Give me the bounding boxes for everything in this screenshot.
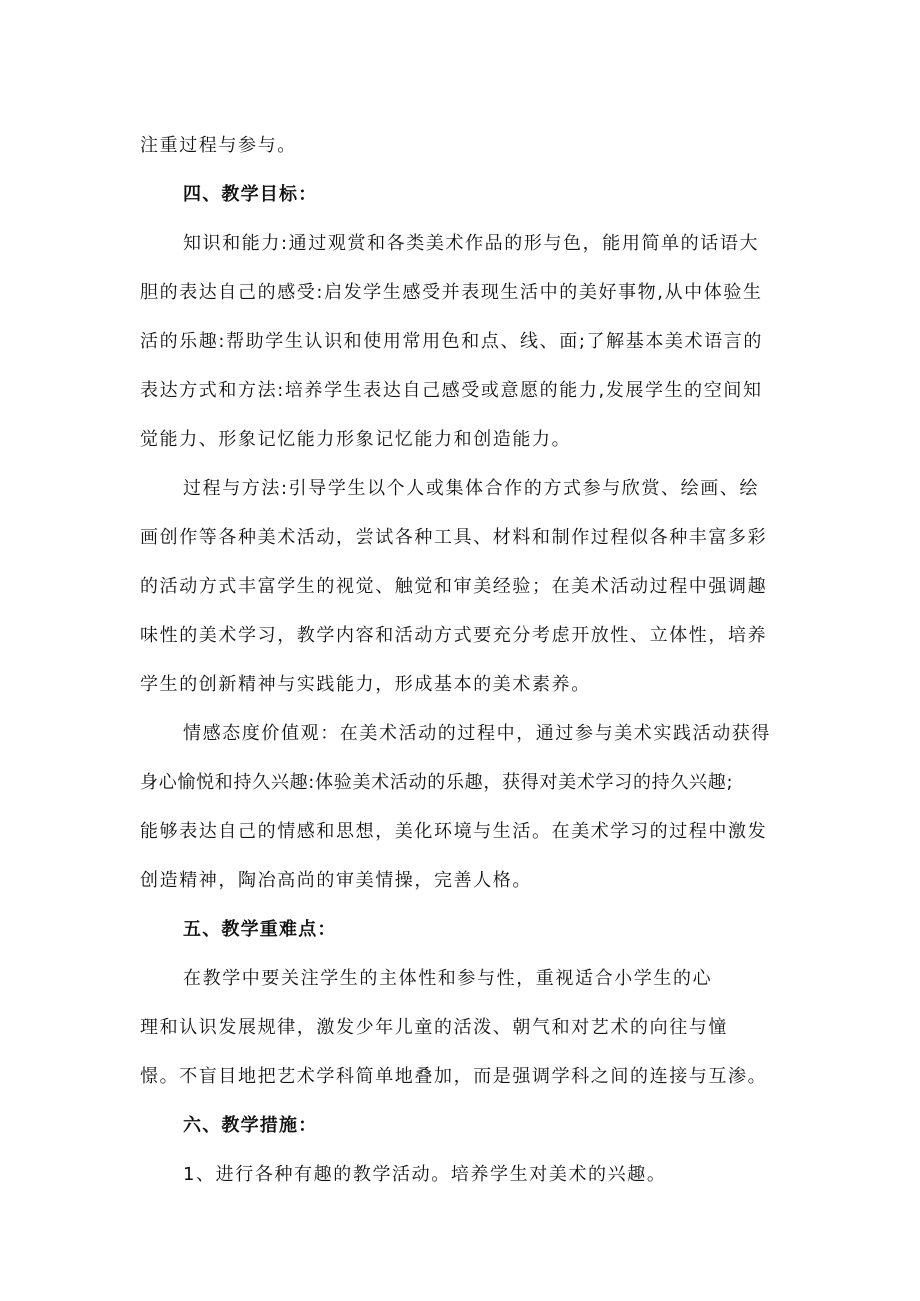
paragraph-line: 味性的美术学习，教学内容和活动方式要充分考虑开放性、立体性，培养 bbox=[140, 625, 768, 646]
paragraph-line: 注重过程与参与。 bbox=[140, 135, 297, 156]
section-heading-measures: 六、教学措施： bbox=[183, 1115, 318, 1136]
paragraph-line: 表达方式和方法:培养学生表达自己感受或意愿的能力,发展学生的空间知 bbox=[140, 380, 763, 401]
paragraph-line: 活的乐趣:帮助学生认识和使用常用色和点、线、面;了解基本美术语言的 bbox=[140, 331, 763, 352]
paragraph-line: 能够表达自己的情感和思想，美化环境与生活。在美术学习的过程中激发 bbox=[140, 821, 768, 842]
section-heading-objectives: 四、教学目标： bbox=[183, 184, 318, 205]
paragraph-line: 创造精神，陶冶高尚的审美情操，完善人格。 bbox=[140, 870, 532, 891]
paragraph-line: 知识和能力:通过观赏和各类美术作品的形与色，能用简单的话语大 bbox=[183, 233, 760, 254]
paragraph-line: 过程与方法:引导学生以个人或集体合作的方式参与欣赏、绘画、绘 bbox=[183, 478, 760, 499]
paragraph-line: 觉能力、形象记忆能力形象记忆能力和创造能力。 bbox=[140, 429, 572, 450]
paragraph-line: 理和认识发展规律，激发少年儿童的活泼、朝气和对艺术的向往与憧 bbox=[140, 1017, 728, 1038]
paragraph-line: 胆的表达自己的感受:启发学生感受并表现生活中的美好事物,从中体验生 bbox=[140, 282, 763, 303]
section-heading-key-points: 五、教学重难点： bbox=[183, 919, 337, 940]
paragraph-line: 情感态度价值观：在美术活动的过程中，通过参与美术实践活动获得 bbox=[183, 723, 771, 744]
list-item: 1、进行各种有趣的教学活动。培养学生对美术的兴趣。 bbox=[183, 1164, 667, 1185]
paragraph-line: 身心愉悦和持久兴趣:体验美术活动的乐趣，获得对美术学习的持久兴趣; bbox=[140, 772, 734, 793]
paragraph-line: 在教学中要关注学生的主体性和参与性，重视适合小学生的心 bbox=[183, 968, 713, 989]
paragraph-line: 画创作等各种美术活动，尝试各种工具、材料和制作过程似各种丰富多彩 bbox=[140, 527, 768, 548]
paragraph-line: 憬。不盲目地把艺术学科简单地叠加，而是强调学科之间的连接与互渗。 bbox=[140, 1066, 768, 1087]
paragraph-line: 的活动方式丰富学生的视觉、触觉和审美经验；在美术活动过程中强调趣 bbox=[140, 576, 768, 597]
paragraph-line: 学生的创新精神与实践能力，形成基本的美术素养。 bbox=[140, 674, 591, 695]
